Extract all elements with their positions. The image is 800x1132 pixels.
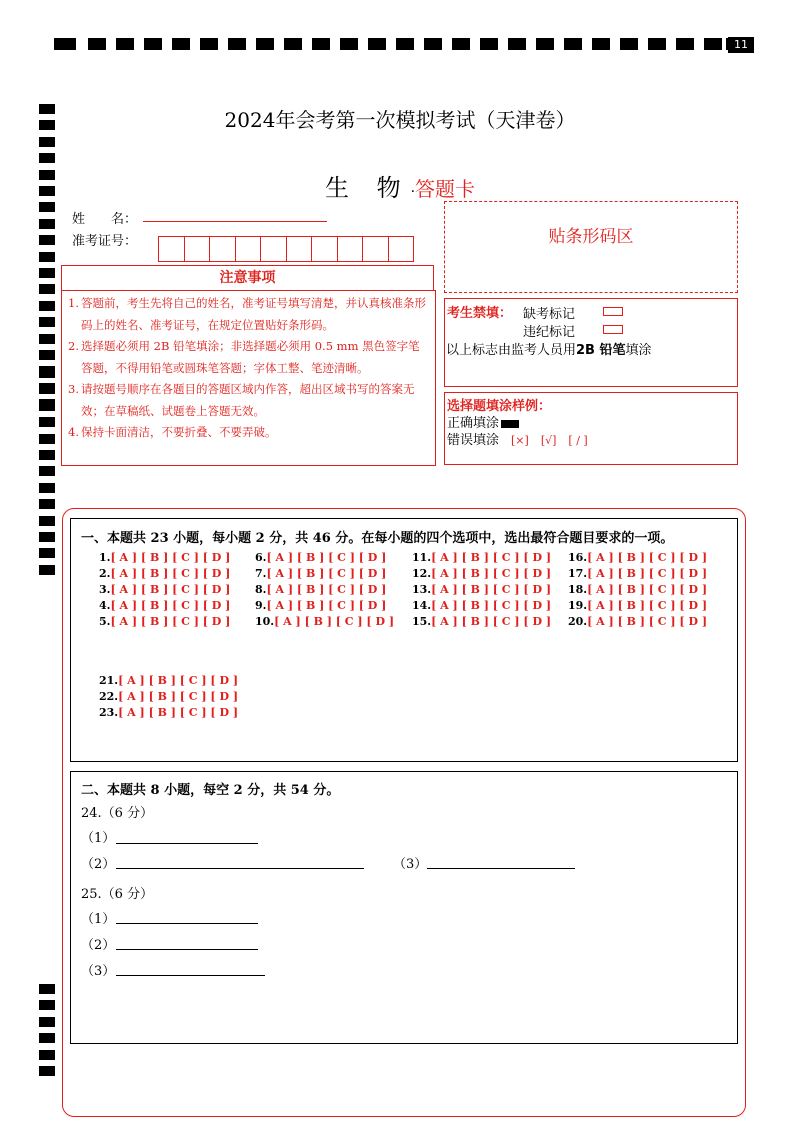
id-digit-box[interactable] — [362, 236, 389, 262]
question-number: 17. — [568, 567, 588, 580]
timing-mark — [452, 38, 470, 50]
notice-item — [68, 422, 429, 444]
q25-part3-label: （3） — [81, 964, 116, 979]
q25-part1-label: （1） — [81, 912, 116, 927]
answer-options[interactable]: [ A ] [ B ] [ C ] [ D ] — [110, 599, 231, 612]
question-number: 10. — [255, 615, 275, 628]
timing-mark — [116, 38, 134, 50]
sample-title: 选择题填涂样例： — [447, 399, 552, 414]
subject-name: 生 物 — [324, 174, 411, 202]
forbid-label: 考生禁填： — [447, 306, 513, 321]
question-row[interactable] — [568, 551, 707, 564]
forbid-note-pre: 以上标志由监考人员用 — [446, 343, 577, 358]
violation-mark-box[interactable] — [603, 325, 623, 334]
timing-mark — [144, 38, 162, 50]
timing-mark — [39, 516, 55, 526]
question-row[interactable] — [99, 583, 230, 596]
barcode-area[interactable]: 贴条形码区 — [444, 201, 738, 293]
timing-mark — [54, 38, 76, 50]
question-row[interactable] — [99, 674, 238, 687]
question-number: 9. — [255, 599, 267, 612]
question-number: 15. — [412, 615, 432, 628]
question-row[interactable] — [255, 551, 386, 564]
timing-mark — [39, 186, 55, 196]
timing-mark — [39, 350, 55, 360]
timing-mark — [39, 434, 55, 444]
timing-mark — [39, 483, 55, 493]
question-number: 4. — [99, 599, 111, 612]
question-number: 18. — [568, 583, 588, 596]
answer-options[interactable]: [ A ] [ B ] [ C ] [ D ] — [431, 567, 552, 580]
section2-title: 二、本题共 8 小题，每空 2 分，共 54 分。 — [81, 783, 340, 798]
question-row[interactable] — [99, 599, 230, 612]
timing-mark — [39, 532, 55, 542]
timing-mark — [39, 137, 55, 147]
q25-part1-blank[interactable] — [116, 923, 258, 924]
question-number: 14. — [412, 599, 432, 612]
top-timing-marks — [54, 38, 754, 52]
timing-mark — [39, 984, 55, 994]
question-number: 6. — [255, 551, 267, 564]
q24-part1-label: （1） — [81, 831, 116, 846]
timing-mark — [39, 1017, 55, 1027]
name-field[interactable] — [143, 221, 327, 222]
timing-mark — [368, 38, 386, 50]
timing-mark — [39, 334, 55, 344]
timing-mark — [39, 466, 55, 476]
id-label: 准考证号： — [72, 234, 138, 249]
name-label: 姓 名： — [72, 212, 138, 227]
page-number: 11 — [728, 37, 754, 53]
notice-item — [68, 336, 429, 379]
timing-mark — [39, 1066, 55, 1076]
answer-options[interactable]: [ A ] [ B ] [ C ] [ D ] — [431, 599, 552, 612]
timing-mark — [39, 417, 55, 427]
notice-list — [61, 290, 436, 466]
q24-part2-blank[interactable] — [116, 868, 364, 869]
question-row[interactable] — [99, 567, 230, 580]
correct-fill-mark — [501, 420, 519, 428]
question-row[interactable] — [255, 599, 386, 612]
examiner-only-box — [444, 298, 738, 387]
id-digit-box[interactable] — [311, 236, 338, 262]
exam-id-boxes[interactable] — [158, 236, 413, 262]
question-row[interactable] — [568, 615, 707, 628]
q24-part3-label: （3） — [393, 857, 428, 872]
question-row[interactable] — [568, 599, 707, 612]
timing-mark — [39, 301, 55, 311]
wrong-fill-row — [447, 429, 588, 448]
free-response-section — [70, 771, 738, 1044]
question-row[interactable] — [568, 583, 707, 596]
timing-mark — [480, 38, 498, 50]
timing-mark — [340, 38, 358, 50]
question-number: 23. — [99, 706, 119, 719]
timing-mark — [284, 38, 302, 50]
timing-mark — [39, 252, 55, 262]
question-row[interactable] — [412, 583, 551, 596]
answer-options[interactable]: [ A ] [ B ] [ C ] [ D ] — [274, 615, 395, 628]
id-digit-box[interactable] — [260, 236, 287, 262]
timing-mark — [592, 38, 610, 50]
q25-part2-blank[interactable] — [116, 949, 258, 950]
timing-mark — [39, 1000, 55, 1010]
notice-item — [68, 379, 429, 422]
id-digit-box[interactable] — [158, 236, 185, 262]
answer-options[interactable]: [ A ] [ B ] [ C ] [ D ] — [118, 690, 239, 703]
forbid-note-post: 填涂 — [625, 343, 652, 358]
notice-num: 1. — [68, 296, 79, 310]
question-row[interactable] — [412, 599, 551, 612]
timing-mark — [39, 153, 55, 163]
timing-mark — [676, 38, 694, 50]
answer-options[interactable]: [ A ] [ B ] [ C ] [ D ] — [118, 674, 239, 687]
fill-sample-box — [444, 392, 738, 465]
multiple-choice-section — [70, 518, 738, 762]
answer-options[interactable]: [ A ] [ B ] [ C ] [ D ] — [431, 551, 552, 564]
timing-mark — [39, 565, 55, 575]
timing-mark — [396, 38, 414, 50]
subject-dot: · — [410, 184, 416, 200]
timing-mark — [536, 38, 554, 50]
answer-options[interactable]: [ A ] [ B ] [ C ] [ D ] — [266, 567, 387, 580]
timing-mark — [704, 38, 722, 50]
notice-num: 2. — [68, 339, 79, 353]
question-number: 22. — [99, 690, 119, 703]
notice-text: 保持卡面清洁，不要折叠、不要弄破。 — [81, 425, 277, 439]
wrong-example: [ / ] — [568, 434, 588, 447]
answer-options[interactable]: [ A ] [ B ] [ C ] [ D ] — [431, 583, 552, 596]
question-row[interactable] — [99, 690, 238, 703]
notice-num: 3. — [68, 382, 79, 396]
timing-mark — [424, 38, 442, 50]
question-row[interactable] — [255, 583, 386, 596]
timing-mark — [39, 284, 55, 294]
question-number: 2. — [99, 567, 111, 580]
timing-mark — [312, 38, 330, 50]
wrong-label: 错误填涂 — [447, 433, 500, 448]
absent-label: 缺考标记 — [523, 307, 576, 322]
answer-options[interactable]: [ A ] [ B ] [ C ] [ D ] — [587, 615, 708, 628]
question-number: 5. — [99, 615, 111, 628]
wrong-example: [×] — [511, 434, 529, 447]
question-number: 8. — [255, 583, 267, 596]
exam-title: 2024年会考第一次模拟考试（天津卷） — [224, 108, 576, 132]
absent-mark-box[interactable] — [603, 307, 623, 316]
question-row[interactable] — [99, 615, 230, 628]
timing-mark — [620, 38, 638, 50]
card-label: 答题卡 — [415, 177, 476, 201]
timing-mark — [39, 384, 55, 394]
id-digit-box[interactable] — [235, 236, 262, 262]
id-digit-box[interactable] — [184, 236, 211, 262]
timing-mark — [228, 38, 246, 50]
timing-mark — [39, 104, 55, 114]
question-number: 20. — [568, 615, 588, 628]
subject-line — [0, 168, 800, 203]
violation-label: 违纪标记 — [523, 325, 576, 340]
question-row[interactable] — [412, 567, 551, 580]
question-row[interactable] — [568, 567, 707, 580]
timing-mark — [39, 235, 55, 245]
question-number: 7. — [255, 567, 267, 580]
timing-mark — [39, 1050, 55, 1060]
notice-text: 选择题必须用 2B 铅笔填涂；非选择题必须用 0.5 mm 黑色签字笔答题，不得用铅笔或圆珠笔答题；字体工整、笔迹清晰。 — [81, 339, 420, 375]
question-row[interactable] — [255, 567, 386, 580]
question-number: 13. — [412, 583, 432, 596]
question-number: 12. — [412, 567, 432, 580]
question-row[interactable] — [255, 615, 394, 628]
q24-part3-blank[interactable] — [427, 868, 575, 869]
timing-mark — [39, 1033, 55, 1043]
section1-title: 一、本题共 23 小题，每小题 2 分，共 46 分。在每小题的四个选项中，选出最符合题目要求的一项。 — [81, 531, 674, 546]
q24-part2-label: （2） — [81, 857, 116, 872]
question-number: 16. — [568, 551, 588, 564]
answer-options[interactable]: [ A ] [ B ] [ C ] [ D ] — [118, 706, 239, 719]
timing-mark — [39, 450, 55, 460]
answer-options[interactable]: [ A ] [ B ] [ C ] [ D ] — [110, 583, 231, 596]
timing-mark — [508, 38, 526, 50]
answer-options[interactable]: [ A ] [ B ] [ C ] [ D ] — [587, 583, 708, 596]
timing-mark — [39, 219, 55, 229]
answer-options[interactable]: [ A ] [ B ] [ C ] [ D ] — [587, 599, 708, 612]
timing-mark — [256, 38, 274, 50]
timing-mark — [39, 202, 55, 212]
id-digit-box[interactable] — [286, 236, 313, 262]
timing-mark — [39, 120, 55, 130]
id-digit-box[interactable] — [209, 236, 236, 262]
answer-options[interactable]: [ A ] [ B ] [ C ] [ D ] — [266, 551, 387, 564]
q24-part1-blank[interactable] — [116, 843, 258, 844]
question-row[interactable] — [412, 615, 551, 628]
timing-mark — [648, 38, 666, 50]
question-number: 21. — [99, 674, 119, 687]
id-digit-box[interactable] — [388, 236, 415, 262]
question-number: 19. — [568, 599, 588, 612]
notice-text: 答题前，考生先将自己的姓名，准考证号填写清楚，并认真核准条形码上的姓名、准考证号，在规定位置贴好条形码。 — [81, 296, 426, 332]
timing-mark — [39, 317, 55, 327]
answer-options[interactable]: [ A ] [ B ] [ C ] [ D ] — [110, 551, 231, 564]
correct-label: 正确填涂 — [447, 416, 500, 431]
forbid-note — [446, 339, 652, 358]
timing-mark — [39, 548, 55, 558]
q25-part3-blank[interactable] — [116, 975, 265, 976]
question-row[interactable] — [412, 551, 551, 564]
answer-options[interactable]: [ A ] [ B ] [ C ] [ D ] — [110, 615, 231, 628]
notice-heading: 注意事项 — [61, 265, 434, 291]
timing-mark — [200, 38, 218, 50]
timing-mark — [39, 368, 55, 378]
question-24-label: 24.（6 分） — [81, 806, 154, 821]
wrong-example: [√] — [540, 434, 557, 447]
timing-mark — [172, 38, 190, 50]
question-25-label: 25.（6 分） — [81, 887, 154, 902]
question-row[interactable] — [99, 551, 230, 564]
question-row[interactable] — [99, 706, 238, 719]
question-number: 3. — [99, 583, 111, 596]
answer-options[interactable]: [ A ] [ B ] [ C ] [ D ] — [431, 615, 552, 628]
answer-options[interactable]: [ A ] [ B ] [ C ] [ D ] — [587, 551, 708, 564]
id-digit-box[interactable] — [337, 236, 364, 262]
notice-item — [68, 293, 429, 336]
question-number: 11. — [412, 551, 432, 564]
answer-options[interactable]: [ A ] [ B ] [ C ] [ D ] — [110, 567, 231, 580]
timing-mark — [88, 38, 106, 50]
timing-mark — [39, 401, 55, 411]
answer-options[interactable]: [ A ] [ B ] [ C ] [ D ] — [266, 583, 387, 596]
notice-text: 请按题号顺序在各题目的答题区域内作答，超出区域书写的答案无效；在草稿纸、试题卷上答题无效。 — [81, 382, 415, 418]
forbid-note-bold: 2B 铅笔 — [576, 343, 626, 358]
timing-mark — [564, 38, 582, 50]
timing-mark — [39, 170, 55, 180]
q25-part2-label: （2） — [81, 938, 116, 953]
question-number: 1. — [99, 551, 111, 564]
timing-mark — [39, 268, 55, 278]
notice-num: 4. — [68, 425, 79, 439]
timing-mark — [39, 499, 55, 509]
answer-options[interactable]: [ A ] [ B ] [ C ] [ D ] — [266, 599, 387, 612]
answer-options[interactable]: [ A ] [ B ] [ C ] [ D ] — [587, 567, 708, 580]
